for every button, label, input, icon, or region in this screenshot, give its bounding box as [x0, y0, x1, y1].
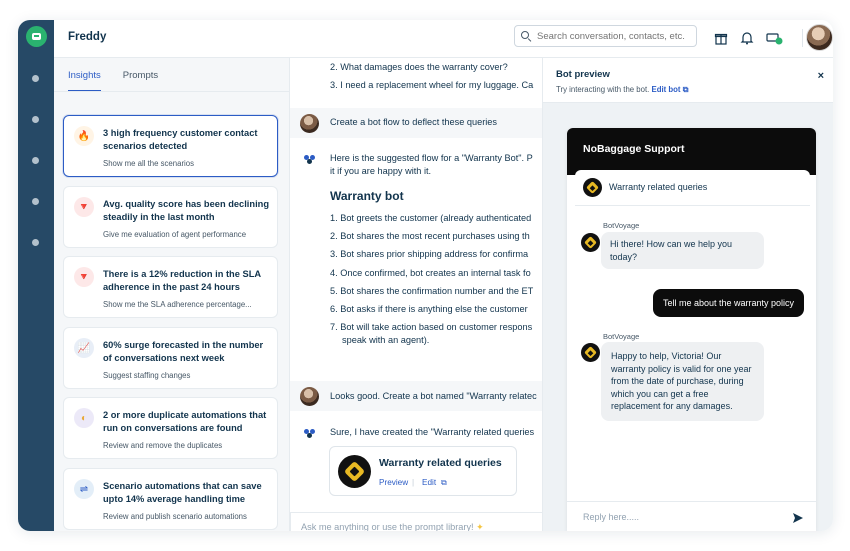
- flow-step: 6. Bot asks if there is anything else the customer: [330, 304, 528, 314]
- insight-suggestion: Suggest staffing changes: [103, 371, 191, 380]
- external-link-icon[interactable]: ⧉: [441, 478, 447, 487]
- gift-icon[interactable]: [714, 31, 728, 45]
- flow-step: 4. Once confirmed, bot creates an internal task fo: [330, 268, 531, 278]
- edit-bot-label: Edit bot: [651, 85, 681, 94]
- insight-title: 60% surge forecasted in the number of conversations next week: [103, 340, 264, 363]
- bot-message-bubble: Hi there! How can we help you today?: [601, 232, 764, 269]
- user-avatar-small: [300, 387, 319, 406]
- bot-message-bubble: Happy to help, Victoria! Our warranty policy is valid for one year from the date of purchase, during which you can get a free replacement for any damages.: [601, 342, 764, 421]
- bot-preview-subtitle: [556, 85, 688, 95]
- flow-heading: Warranty bot: [330, 189, 404, 203]
- nav-dot-3[interactable]: [32, 157, 39, 164]
- nav-dot-2[interactable]: [32, 116, 39, 123]
- app-window: [18, 20, 833, 531]
- prompt-placeholder: Ask me anything or use the prompt library!: [301, 522, 474, 531]
- insight-title: 2 or more duplicate automations that run on conversations are found: [103, 410, 267, 433]
- user-message: Looks good. Create a bot named "Warranty relatec: [330, 391, 537, 401]
- bot-message: Sure, I have created the "Warranty related queries: [330, 427, 535, 437]
- insights-tabs: [68, 58, 158, 92]
- insight-suggestion: Show me all the scenarios: [103, 159, 195, 168]
- reply-input[interactable]: Reply here.....: [583, 512, 640, 522]
- chart-increasing-icon: 📈: [74, 338, 94, 358]
- insight-suggestion: Review and publish scenario automations: [103, 512, 247, 521]
- topic-row[interactable]: [575, 170, 810, 206]
- flow-step: 2. Bot shares the most recent purchases using th: [330, 231, 530, 241]
- bot-preview-hint: Try interacting with the bot.: [556, 85, 650, 94]
- user-avatar-small: [300, 114, 319, 133]
- chat-text-line: 2. What damages does the warranty cover?: [330, 62, 508, 72]
- edit-bot-link[interactable]: [652, 85, 689, 94]
- bot-preview-panel: [542, 58, 833, 531]
- insight-suggestion: Review and remove the duplicates: [103, 441, 223, 450]
- insight-suggestion: Give me evaluation of agent performance: [103, 230, 247, 239]
- bot-message-line: it if you are happy with it.: [330, 166, 432, 176]
- bot-avatar-icon: [581, 233, 600, 252]
- prompt-input[interactable]: [290, 512, 542, 531]
- nav-dot-4[interactable]: [32, 198, 39, 205]
- user-message-bubble: Tell me about the warranty policy: [653, 289, 804, 317]
- tab-prompts[interactable]: Prompts: [122, 70, 159, 81]
- flow-step: 7. Bot will take action based on customer respons: [330, 322, 533, 332]
- tab-insights[interactable]: Insights: [68, 58, 101, 92]
- flow-step: 5. Bot shares the confirmation number and the ET: [330, 286, 534, 296]
- bot-preview-header: [543, 58, 833, 103]
- insight-title: Scenario automations that can save upto 14% average handling time: [103, 481, 262, 504]
- widget-title: NoBaggage Support: [583, 143, 685, 155]
- chat-text-line: 3. I need a replacement wheel for my luggage. Ca: [330, 80, 534, 90]
- chat-widget: [567, 128, 816, 531]
- insight-title: Avg. quality score has been declining steadily in the last month: [103, 199, 270, 222]
- half-circle-icon: ◐: [74, 408, 94, 428]
- nav-dot-5[interactable]: [32, 239, 39, 246]
- close-icon[interactable]: ×: [817, 70, 824, 82]
- nobaggage-logo-icon: [583, 178, 602, 197]
- insight-card[interactable]: [63, 115, 278, 177]
- user-avatar[interactable]: [806, 24, 833, 51]
- topic-label: Warranty related queries: [609, 182, 708, 192]
- insight-card[interactable]: [63, 327, 278, 389]
- external-link-icon: ⧉: [682, 85, 689, 94]
- insight-card[interactable]: [63, 256, 278, 318]
- freddy-bot-icon: [300, 424, 319, 443]
- tabs-divider: [54, 91, 289, 92]
- automation-icon: ⇌: [74, 479, 94, 499]
- freddy-chat: [290, 58, 542, 531]
- page-title: Freddy: [68, 31, 107, 43]
- bell-icon[interactable]: [740, 31, 754, 45]
- bot-avatar-icon: [581, 343, 600, 362]
- edit-link[interactable]: Edit: [422, 478, 437, 487]
- insight-suggestion: Show me the SLA adherence percentage...: [103, 300, 252, 309]
- search-icon: [521, 31, 531, 41]
- bot-name: BotVoyage: [603, 221, 640, 230]
- bot-flow-card[interactable]: [329, 446, 517, 496]
- top-header: [54, 20, 833, 58]
- insight-card[interactable]: [63, 186, 278, 248]
- sparkle-icon: ✦: [476, 522, 484, 531]
- bot-message-line: Here is the suggested flow for a "Warranty Bot". P: [330, 153, 533, 163]
- left-nav-rail: [18, 20, 54, 531]
- status-toggle-icon[interactable]: [766, 31, 784, 45]
- freddy-bot-icon: [300, 150, 319, 169]
- freshworks-logo-icon[interactable]: [26, 26, 47, 47]
- red-down-triangle-icon: 🔻: [74, 197, 94, 217]
- insight-title: There is a 12% reduction in the SLA adherence in the past 24 hours: [103, 269, 261, 292]
- preview-link[interactable]: Preview: [379, 478, 409, 487]
- flow-step: 3. Bot shares prior shipping address for confirma: [330, 249, 529, 259]
- bot-name: BotVoyage: [603, 332, 640, 341]
- reply-bar: [567, 501, 816, 531]
- insight-card[interactable]: [63, 468, 278, 530]
- send-icon[interactable]: [792, 511, 804, 523]
- search-input[interactable]: [537, 31, 687, 42]
- nobaggage-logo-icon: [338, 455, 371, 488]
- insight-card[interactable]: [63, 397, 278, 459]
- bot-preview-title: Bot preview: [556, 69, 610, 80]
- insights-panel: [54, 58, 290, 531]
- flow-step: 1. Bot greets the customer (already authenticated: [330, 213, 532, 223]
- search-box[interactable]: [514, 25, 697, 47]
- header-divider: [802, 29, 803, 47]
- flow-card-title: Warranty related queries: [379, 457, 502, 469]
- fire-icon: 🔥: [74, 126, 94, 146]
- nav-dot-1[interactable]: [32, 75, 39, 82]
- flow-step-continued: speak with an agent).: [342, 335, 430, 345]
- link-separator: |: [412, 478, 415, 487]
- user-message: Create a bot flow to deflect these queries: [330, 117, 498, 127]
- red-down-triangle-icon: 🔻: [74, 267, 94, 287]
- insight-title: 3 high frequency customer contact scenarios detected: [103, 128, 258, 151]
- widget-header: [567, 128, 816, 175]
